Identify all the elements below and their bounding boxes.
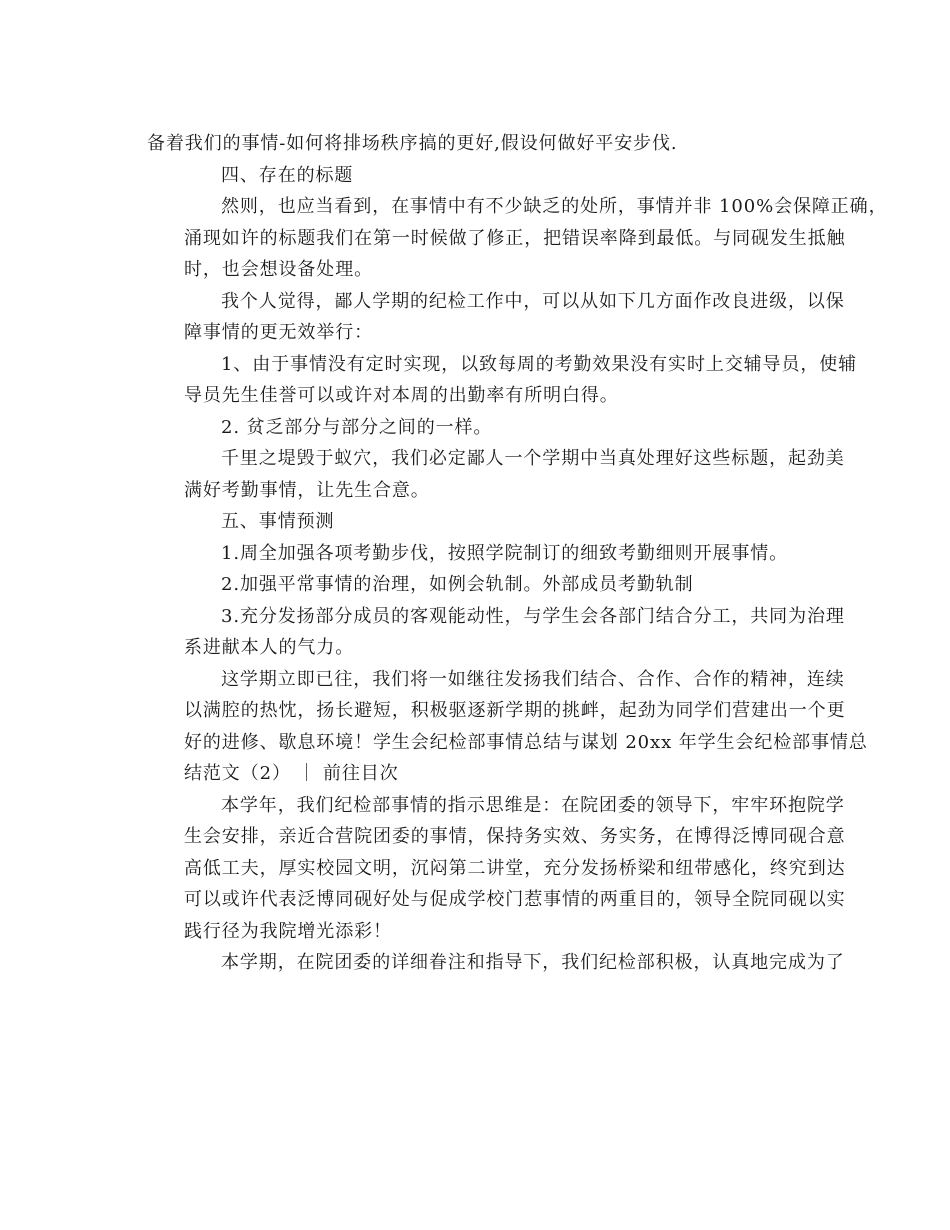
paragraph-semester — [147, 664, 868, 790]
paragraph-heading-5 — [147, 506, 807, 538]
paragraph-this-semester — [147, 947, 845, 979]
text-line: 1.周全加强各项考勤步伐，按照学院制订的细致考勤细则开展事情。 — [221, 542, 789, 564]
paragraph-item-2 — [147, 412, 807, 444]
paragraph-however — [147, 191, 888, 286]
paragraph-personal — [147, 286, 845, 349]
text-line: 践行径为我院增光添彩！ — [184, 920, 392, 942]
text-line: 我个人觉得，鄙人学期的纪检工作中，可以从如下几方面作改良进级，以保 — [221, 290, 845, 312]
paragraph-forecast-1 — [147, 538, 807, 570]
text-line: 3.充分发扬部分成员的客观能动性，与学生会各部门结合分工，共同为治理 — [221, 605, 845, 627]
text-line: 好的进修、歇息环境！学生会纪检部事情总结与谋划 20xx 年学生会纪检部事情总 — [184, 731, 868, 753]
text-line: 结范文（2） ｜ 前往目次 — [184, 763, 399, 784]
text-line: 四、存在的标题 — [221, 164, 354, 186]
text-line: 这学期立即已往，我们将一如继往发扬我们结合、合作、合作的精神，连续 — [221, 668, 845, 690]
text-line: 高低工夫，厚实校园文明，沉闷第二讲堂，充分发扬桥梁和纽带感化，终究到达 — [184, 857, 846, 879]
text-line: 本学年，我们纪检部事情的指示思维是：在院团委的领导下，牢牢环抱院学 — [221, 794, 845, 816]
paragraph-forecast-3 — [147, 601, 845, 664]
text-line: 以满腔的热忱，扬长避短，积极驱逐新学期的挑衅，起劲为同学们营建出一个更 — [184, 700, 846, 721]
paragraph-dyke — [147, 443, 845, 506]
text-line: 本学期，在院团委的详细眷注和指导下，我们纪检部积极，认真地完成为了 — [221, 952, 845, 973]
paragraph-forecast-2 — [147, 569, 807, 601]
text-line: 导员先生佳誉可以或许对本周的出勤率有所明白得。 — [184, 385, 619, 406]
text-line: 2.加强平常事情的治理，如例会轨制。外部成员考勤轨制 — [221, 574, 694, 595]
paragraph-item-1 — [147, 349, 858, 412]
text-line: 涌现如许的标题我们在第一时候做了修正，把错误率降到最低。与同砚发生抵触 — [184, 227, 846, 249]
text-line: 五、事情预测 — [221, 511, 335, 532]
paragraph-guiding — [147, 790, 846, 948]
text-line: 备着我们的事情-如何将排场秩序搞的更好,假设何做好平安步伐. — [147, 133, 678, 154]
text-line: 可以或许代表泛博同砚好处与促成学校门惹事情的两重目的，领导全院同砚以实 — [184, 889, 846, 910]
text-line: 障事情的更无效举行： — [184, 322, 373, 343]
document-page — [147, 128, 888, 979]
text-line: 1、由于事情没有定时实现，以致每周的考勤效果没有实时上交辅导员，使辅 — [221, 353, 858, 375]
text-line: 然则，也应当看到，在事情中有不少缺乏的处所，事情并非 100%会保障正确， — [221, 196, 888, 217]
text-line: 生会安排，亲近合营院团委的事情，保持务实效、务实务，在博得泛博同砚合意 — [184, 826, 846, 847]
text-line: 时，也会想设备处理。 — [184, 259, 373, 280]
text-line: 千里之堤毁于蚁穴，我们必定鄙人一个学期中当真处理好这些标题，起劲美 — [221, 448, 845, 469]
text-line: 系进献本人的气力。 — [184, 637, 355, 658]
paragraph-continuation — [147, 128, 807, 160]
text-line: 满好考勤事情，让先生合意。 — [184, 479, 430, 501]
paragraph-heading-4 — [147, 160, 807, 192]
text-line: 2. 贫乏部分与部分之间的一样。 — [221, 416, 493, 438]
